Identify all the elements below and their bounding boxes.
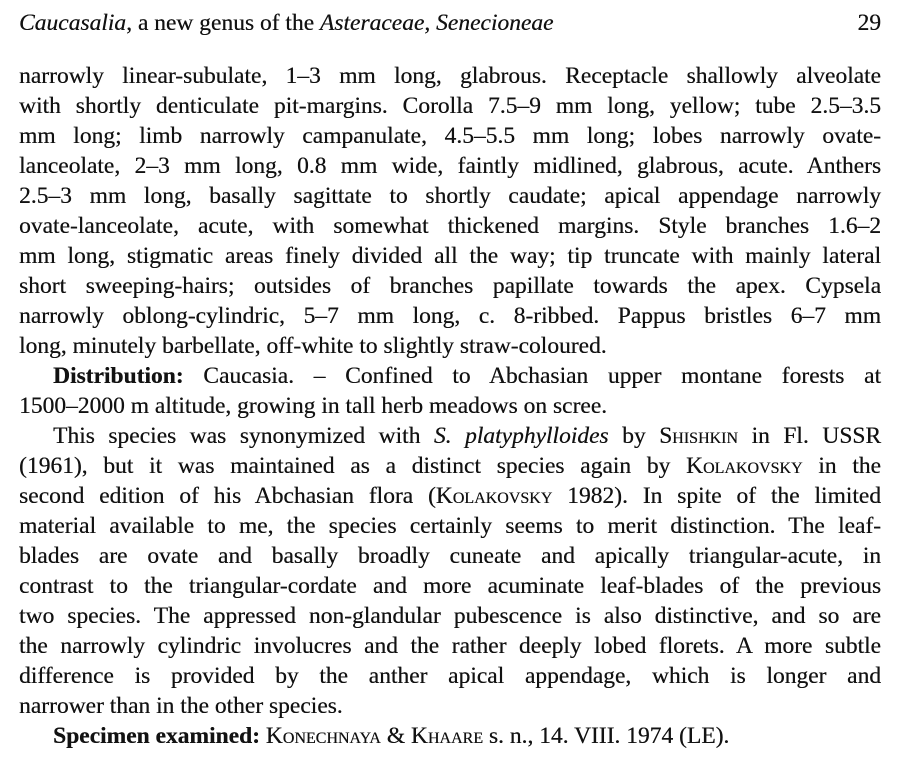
italic-text: Caucasalia (19, 10, 127, 36)
text-line (19, 691, 881, 721)
text-segment: short sweeping-hairs; outsides of branches papillate towards the apex. Cypsela (19, 273, 881, 299)
text-segment: two species. The appressed non-glandular pubescence is also distinctive, and so are (19, 603, 881, 629)
text-segment: 1982). In spite of the limited (552, 483, 881, 509)
text-segment: Caucasia. – Confined to Abchasian upper montane forests at (183, 363, 881, 389)
text-segment: by (608, 423, 660, 449)
smallcaps-name: Konechnaya (265, 723, 381, 749)
page-number: 29 (857, 10, 881, 36)
text-segment: 2.5–3 mm long, basally sagittate to shortly caudate; apical appendage narrowly (19, 183, 881, 209)
page-header (19, 8, 881, 38)
text-line (19, 511, 881, 541)
text-line (19, 151, 881, 181)
text-line (19, 481, 881, 511)
bold-label: Specimen examined: (53, 723, 260, 749)
text-segment: blades are ovate and basally broadly cuneate and apically triangular-acute, in (19, 543, 881, 569)
italic-text: Asteraceae, Senecioneae (319, 10, 554, 36)
text-line (19, 241, 881, 271)
italic-text: S. platyphylloides (433, 423, 609, 449)
bold-label: Distribution: (53, 363, 184, 389)
text-line (19, 631, 881, 661)
text-segment: This species was synonymized with (53, 423, 434, 449)
smallcaps-name: Kolakovsky (435, 483, 553, 509)
text-segment: second edition of his Abchasian flora ( (19, 483, 436, 509)
smallcaps-name: Kolakovsky (686, 453, 803, 479)
text-line (19, 301, 881, 331)
text-line (19, 211, 881, 241)
text-segment: mm long, stigmatic areas finely divided all the way; tip truncate with mainly lateral (19, 243, 881, 269)
text-segment: 1500–2000 m altitude, growing in tall herb meadows on scree. (19, 393, 608, 419)
text-segment: narrower than in the other species. (19, 693, 343, 719)
text-line (19, 421, 881, 451)
paragraph-distribution (19, 361, 881, 421)
text-line (19, 571, 881, 601)
text-segment: & (380, 723, 411, 749)
body-text (19, 61, 881, 751)
smallcaps-name: Shishkin (659, 423, 738, 449)
paragraph-species-description (19, 61, 881, 361)
text-line (19, 541, 881, 571)
text-line (19, 721, 881, 751)
text-segment: in Fl. USSR (737, 423, 882, 449)
running-title (19, 8, 553, 38)
text-segment: mm long; limb narrowly campanulate, 4.5–5.5 mm long; lobes narrowly ovate- (19, 123, 881, 149)
text-segment: , a new genus of the (126, 10, 320, 36)
text-segment: material available to me, the species certainly seems to merit distinction. The leaf- (19, 513, 881, 539)
text-segment: ovate-lanceolate, acute, with somewhat thickened margins. Style branches 1.6–2 (19, 213, 881, 239)
text-segment: narrowly linear-subulate, 1–3 mm long, glabrous. Receptacle shallowly alveolate (19, 63, 881, 89)
text-segment: lanceolate, 2–3 mm long, 0.8 mm wide, faintly midlined, glabrous, acute. Anthers (19, 153, 881, 179)
text-segment: (1961), but it was maintained as a distinct species again by (19, 453, 687, 479)
text-line (19, 331, 881, 361)
smallcaps-name: Khaare (410, 723, 483, 749)
text-segment: s. n., 14. VIII. 1974 (LE). (482, 723, 730, 749)
text-line (19, 661, 881, 691)
text-segment: contrast to the triangular-cordate and more acuminate leaf-blades of the previous (19, 573, 881, 599)
text-segment: difference is provided by the anther apical appendage, which is longer and (19, 663, 881, 689)
text-line (19, 91, 881, 121)
text-line (19, 61, 881, 91)
text-line (19, 361, 881, 391)
paragraph-discussion (19, 421, 881, 721)
text-segment: the narrowly cylindric involucres and the rather deeply lobed florets. A more subtle (19, 633, 881, 659)
text-line (19, 271, 881, 301)
text-line (19, 181, 881, 211)
text-line (19, 121, 881, 151)
text-segment: in the (802, 453, 881, 479)
text-line (19, 391, 881, 421)
paragraph-specimen-examined (19, 721, 881, 751)
text-segment: with shortly denticulate pit-margins. Corolla 7.5–9 mm long, yellow; tube 2.5–3.5 (19, 93, 881, 119)
text-segment: narrowly oblong-cylindric, 5–7 mm long, c. 8-ribbed. Pappus bristles 6–7 mm (19, 303, 881, 329)
text-line (19, 451, 881, 481)
text-segment: long, minutely barbellate, off-white to slightly straw-coloured. (19, 333, 607, 359)
text-line (19, 601, 881, 631)
